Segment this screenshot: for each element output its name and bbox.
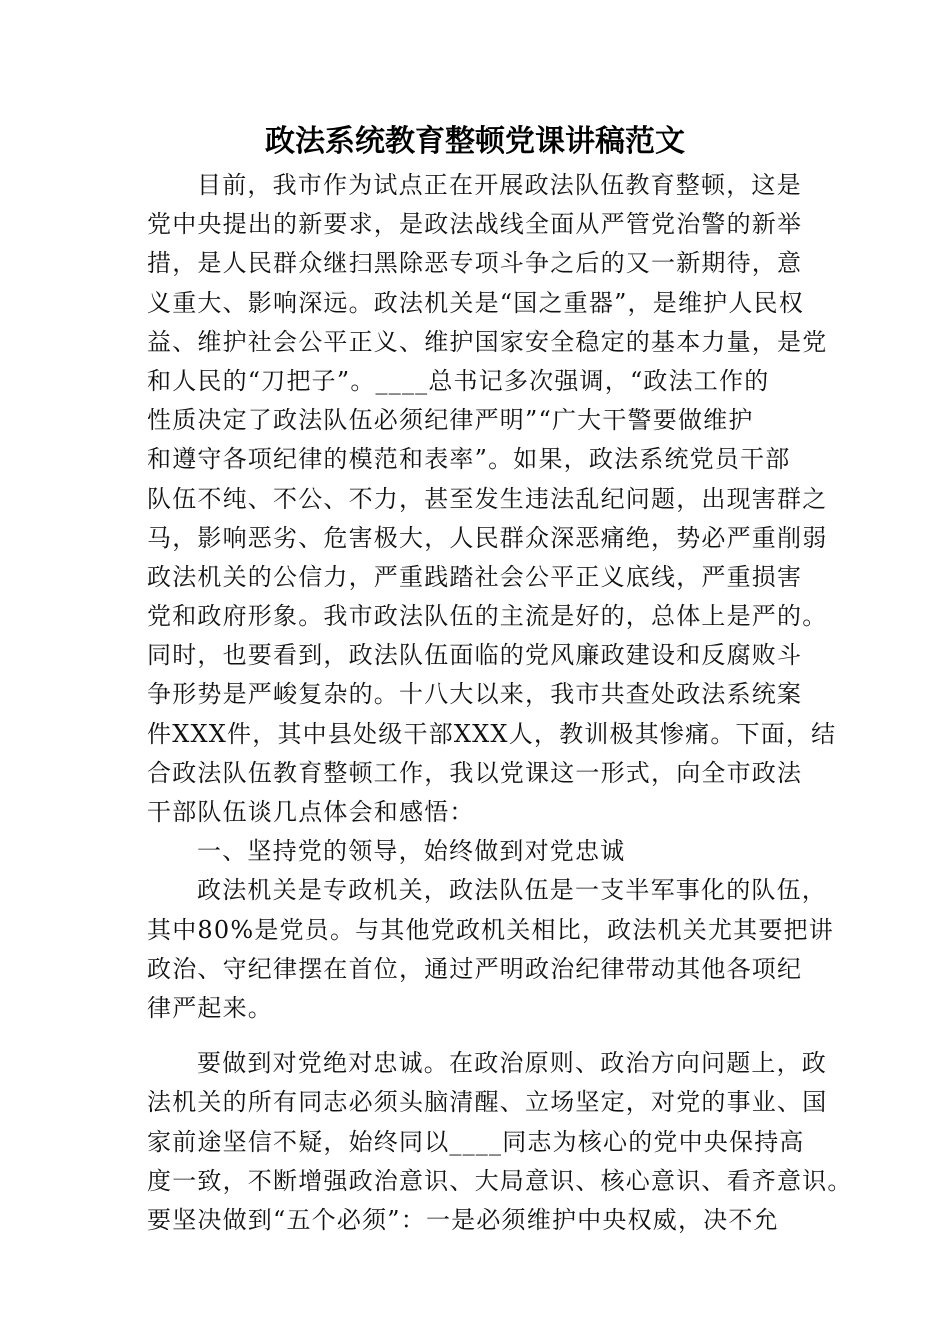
text-line: 合政法队伍教育整顿工作，我以党课这一形式，向全市政法 (147, 758, 803, 787)
text-line: 和人民的“刀把子”。____总书记多次强调，“政法工作的 (147, 366, 770, 395)
text-line: 要坚决做到“五个必须”：一是必须维护中央权威，决不允 (147, 1205, 779, 1234)
text-line: 政法机关是专政机关，政法队伍是一支半军事化的队伍， (197, 876, 827, 905)
text-line: 马，影响恶劣、危害极大，人民群众深恶痛绝，势必严重削弱 (147, 523, 828, 552)
text-line: 同时，也要看到，政法队伍面临的党风廉政建设和反腐败斗 (147, 641, 803, 670)
text-line: 其中80%是党员。与其他党政机关相比，政法机关尤其要把讲 (147, 915, 834, 944)
text-line: 措，是人民群众继扫黑除恶专项斗争之后的又一新期待，意 (147, 249, 803, 278)
text-line: 律严起来。 (147, 993, 273, 1022)
text-line: 队伍不纯、不公、不力，甚至发生违法乱纪问题，出现害群之 (147, 484, 828, 513)
text-line: 法机关的所有同志必须头脑清醒、立场坚定，对党的事业、国 (147, 1088, 828, 1117)
text-line: 政治、守纪律摆在首位，通过严明政治纪律带动其他各项纪 (147, 954, 803, 983)
paragraph-gap (147, 1028, 807, 1044)
document-body (147, 166, 853, 1240)
text-line: 义重大、影响深远。政法机关是“国之重器”，是维护人民权 (147, 288, 804, 317)
text-line: 争形势是严峻复杂的。十八大以来，我市共查处政法系统案 (147, 680, 803, 709)
text-line: 政法机关的公信力，严重践踏社会公平正义底线，严重损害 (147, 562, 803, 591)
section-heading: 一、坚持党的领导，始终做到对党忠诚 (197, 837, 626, 866)
text-line: 干部队伍谈几点体会和感悟： (147, 798, 475, 826)
text-line: 度一致，不断增强政治意识、大局意识、核心意识、看齐意识。 (147, 1166, 853, 1195)
text-line: 性质决定了政法队伍必须纪律严明”“广大干警要做维护 (147, 406, 754, 435)
text-line: 党中央提出的新要求，是政法战线全面从严管党治警的新举 (147, 210, 803, 239)
text-line: 件XXX件，其中县处级干部XXX人，教训极其惨痛。下面，结 (147, 719, 837, 748)
text-line: 目前，我市作为试点正在开展政法队伍教育整顿，这是 (197, 171, 802, 199)
text-line: 要做到对党绝对忠诚。在政治原则、政治方向问题上，政 (197, 1049, 827, 1078)
text-line: 党和政府形象。我市政法队伍的主流是好的，总体上是严的。 (147, 602, 828, 631)
text-line: 家前途坚信不疑，始终同以____同志为核心的党中央保持高 (147, 1127, 805, 1156)
text-line: 益、维护社会公平正义、维护国家安全稳定的基本力量，是党 (147, 327, 828, 356)
document-title: 政法系统教育整顿党课讲稿范文 (265, 124, 685, 159)
text-line: 和遵守各项纪律的模范和表率”。如果，政法系统党员干部 (147, 445, 791, 474)
